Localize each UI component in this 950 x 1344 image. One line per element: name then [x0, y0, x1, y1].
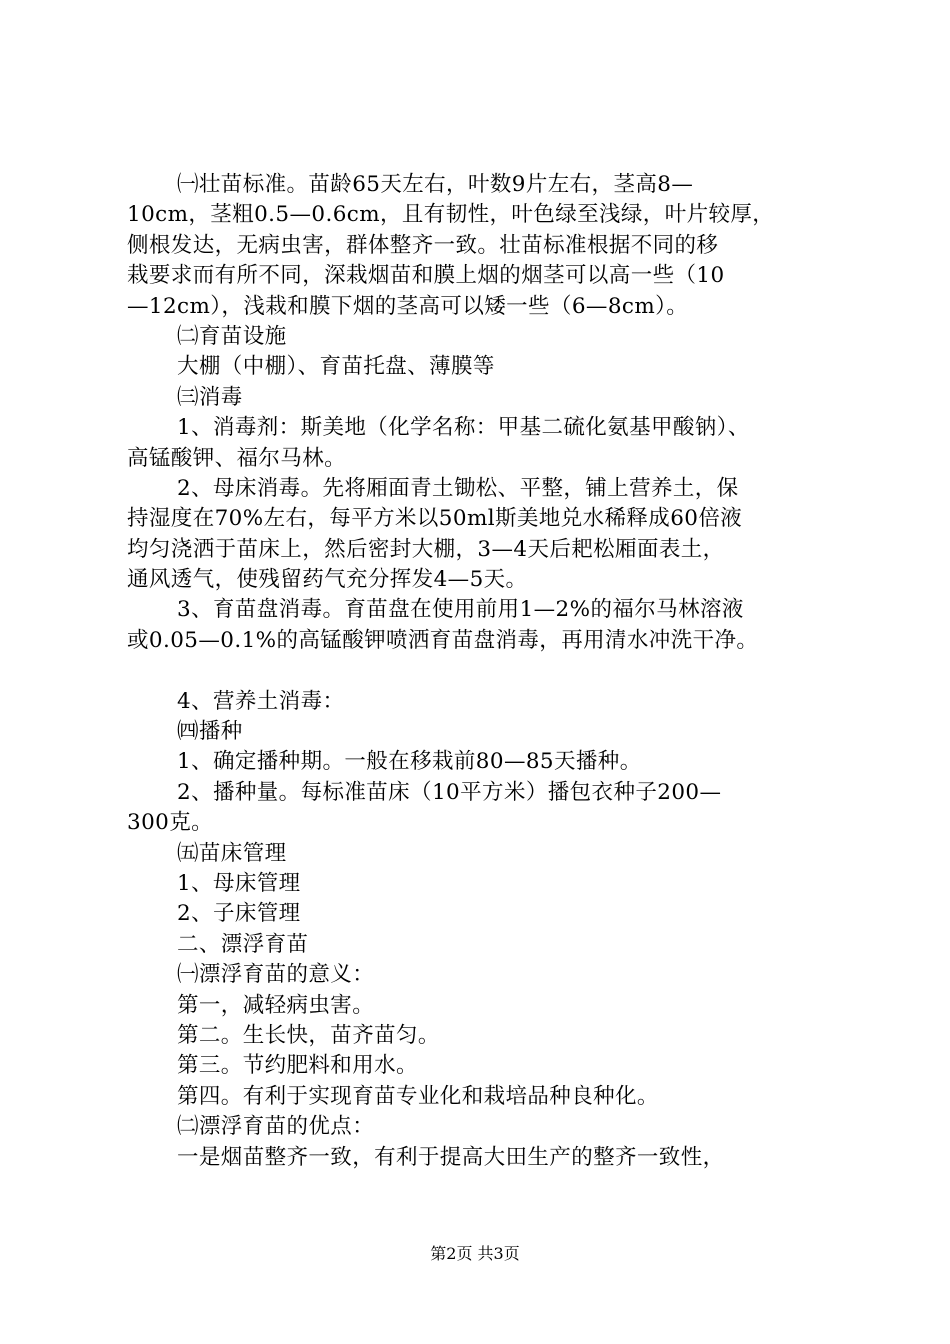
section-heading: 二、漂浮育苗: [177, 931, 309, 957]
paragraph-line: 一是烟苗整齐一致，有利于提高大田生产的整齐一致性，: [177, 1144, 725, 1170]
paragraph-line: 第四。有利于实现育苗专业化和栽培品种良种化。: [177, 1083, 659, 1109]
paragraph-line: 通风透气，使残留药气充分挥发4—5天。: [127, 567, 528, 593]
paragraph-line: 2、播种量。每标准苗床（10平方米）播包衣种子200—: [177, 779, 722, 805]
paragraph-line: 4、营养土消毒：: [177, 688, 345, 714]
paragraph-line: 侧根发达，无病虫害，群体整齐一致。壮苗标准根据不同的移: [127, 232, 719, 258]
page-number-label: 第2页 共3页: [430, 1244, 520, 1263]
section-heading: ㈣播种: [177, 719, 243, 745]
paragraph-line: 1、消毒剂：斯美地（化学名称：甲基二硫化氨基甲酸钠）、: [177, 415, 750, 441]
section-heading: ㈢消毒: [177, 384, 243, 410]
paragraph-line: 大棚（中棚）、育苗托盘、薄膜等: [177, 354, 495, 380]
section-heading: ㈠漂浮育苗的意义：: [177, 962, 375, 988]
blank-line: [127, 656, 827, 686]
paragraph-line: 均匀浇洒于苗床上，然后密封大棚，3—4天后耙松厢面表土，: [127, 536, 725, 562]
paragraph-line: 10cm，茎粗0.5—0.6cm，且有韧性，叶色绿至浅绿，叶片较厚，: [127, 202, 775, 228]
section-heading: ㈤苗床管理: [177, 840, 287, 866]
section-heading: ㈡育苗设施: [177, 323, 287, 349]
document-body: [127, 170, 827, 1173]
paragraph-line: —12cm），浅栽和膜下烟的茎高可以矮一些（6—8cm）。: [127, 293, 689, 319]
paragraph-line: ㈠壮苗标准。苗龄65天左右，叶数9片左右，茎高8—: [177, 172, 694, 197]
paragraph-line: 2、母床消毒。先将厢面青土锄松、平整，铺上营养土，保: [177, 475, 739, 501]
section-heading: ㈡漂浮育苗的优点：: [177, 1114, 375, 1140]
paragraph-line: 300克。: [127, 810, 214, 836]
paragraph-line: 高锰酸钾、福尔马林。: [127, 445, 347, 471]
paragraph-line: 2、子床管理: [177, 901, 301, 927]
paragraph-line: 1、确定播种期。一般在移栽前80—85天播种。: [177, 749, 642, 775]
page-footer: [0, 1244, 950, 1264]
paragraph-line: 持湿度在70%左右，每平方米以50ml斯美地兑水稀释成60倍液: [127, 506, 743, 532]
paragraph-line: 或0.05—0.1%的高锰酸钾喷洒育苗盘消毒，再用清水冲洗干净。: [127, 627, 759, 653]
paragraph-line: 3、育苗盘消毒。育苗盘在使用前用1—2%的福尔马林溶液: [177, 597, 744, 623]
paragraph-line: 第二。生长快，苗齐苗匀。: [177, 1022, 440, 1048]
paragraph-line: 第一，减轻病虫害。: [177, 992, 375, 1018]
paragraph-line: 第三。节约肥料和用水。: [177, 1053, 418, 1079]
paragraph-line: 1、母床管理: [177, 870, 301, 896]
paragraph-line: 栽要求而有所不同，深栽烟苗和膜上烟的烟茎可以高一些（10: [127, 263, 725, 289]
